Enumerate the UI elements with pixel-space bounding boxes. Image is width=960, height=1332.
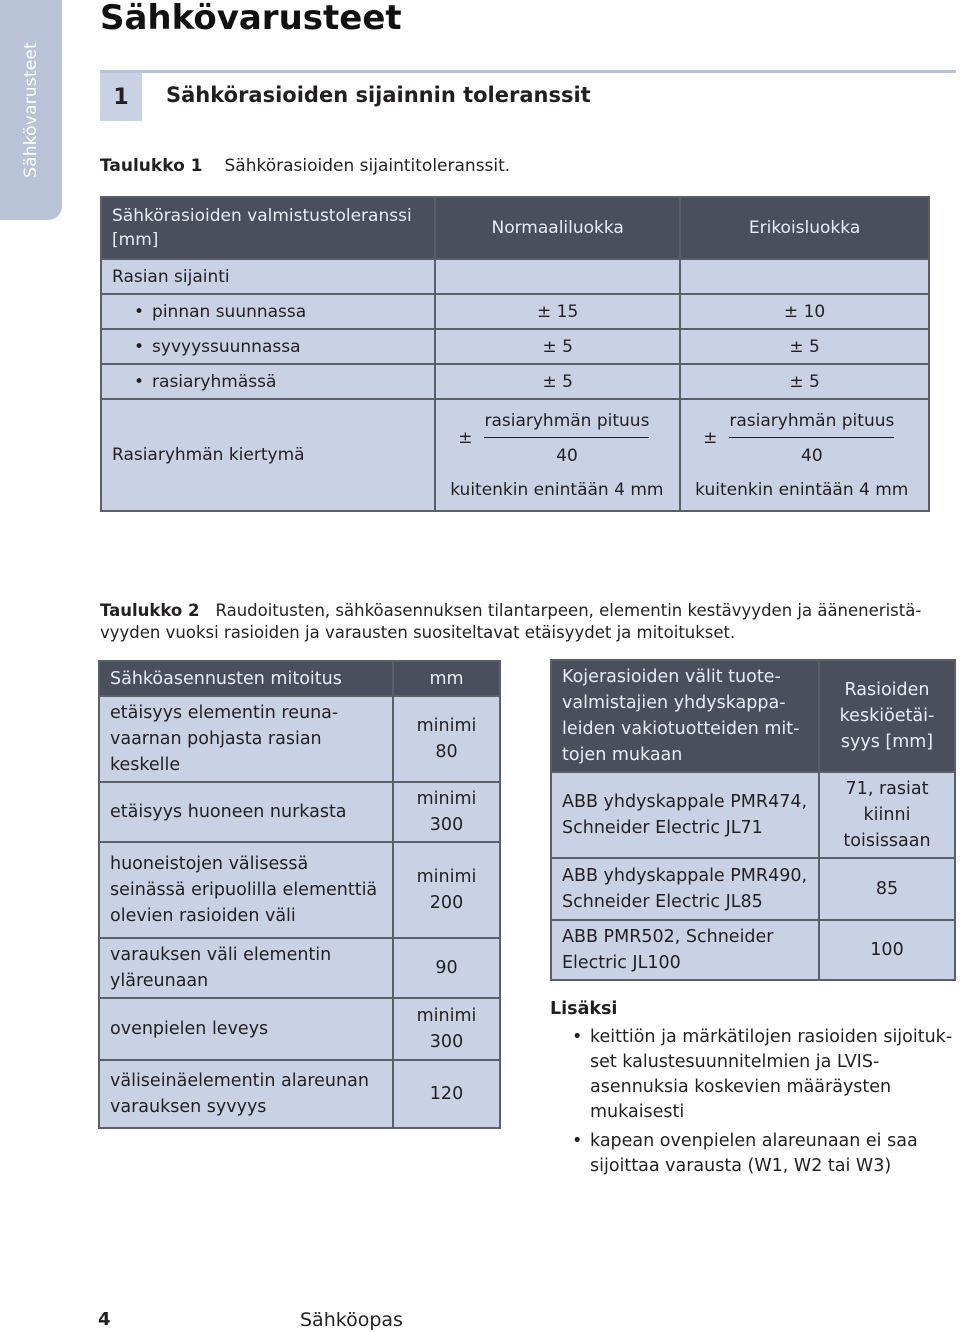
table2-caption-text: Raudoitusten, sähköasennuksen tilantarpeen, elementin kestävyyden ja ääneneristävyyden vuoksi rasioiden ja varausten suositeltavat etäisyydet ja mitoitukset. bbox=[100, 601, 922, 642]
side-tab-label: Sähkövarusteet bbox=[21, 42, 41, 178]
row-value: minimi 300 bbox=[393, 782, 500, 842]
cell-normal: ± 5 bbox=[435, 364, 680, 399]
row-label: varauksen väli elementin yläreunaan bbox=[99, 938, 393, 998]
fraction-denominator: 40 bbox=[556, 445, 578, 466]
table-row bbox=[99, 782, 500, 842]
tolerance-table bbox=[100, 196, 930, 512]
section-number: 1 bbox=[100, 73, 142, 121]
header-cell: Erikoisluokka bbox=[680, 197, 929, 259]
table-row bbox=[551, 920, 955, 980]
row-value: 71, rasiat kiinni toisissaan bbox=[819, 772, 955, 858]
table2-caption bbox=[100, 600, 950, 644]
table-row bbox=[101, 364, 929, 399]
cell-special: ± 5 bbox=[680, 329, 929, 364]
table-row bbox=[551, 858, 955, 920]
fraction-numerator: rasiaryhmän pituus bbox=[729, 411, 894, 438]
table-row bbox=[101, 259, 929, 294]
row-value: minimi 300 bbox=[393, 998, 500, 1060]
table-row bbox=[99, 842, 500, 938]
row-label: ABB yhdyskappale PMR474, Schneider Electric JL71 bbox=[551, 772, 819, 858]
additional-notes bbox=[550, 997, 955, 1183]
row-label: etäisyys huoneen nurkasta bbox=[99, 782, 393, 842]
row-value: 100 bbox=[819, 920, 955, 980]
row-label: ovenpielen leveys bbox=[99, 998, 393, 1060]
row-label: huoneistojen välisessä seinässä eripuolilla elementtiä olevien rasioiden väli bbox=[99, 842, 393, 938]
header-cell: Rasioiden keskiöetäisyys [mm] bbox=[819, 660, 955, 772]
fraction-numerator: rasiaryhmän pituus bbox=[484, 411, 649, 438]
row-value: 85 bbox=[819, 858, 955, 920]
header-cell: Sähköasennusten mitoitus bbox=[99, 661, 393, 696]
cell-special: ± 10 bbox=[680, 294, 929, 329]
row-label: • pinnan suunnassa bbox=[101, 294, 435, 329]
table1-caption bbox=[100, 156, 510, 176]
row-label: • rasiaryhmässä bbox=[101, 364, 435, 399]
header-cell: Kojerasioiden välit tuotevalmistajien yhdyskappaleiden vakiotuotteiden mittojen mukaan bbox=[551, 660, 819, 772]
row-value: 90 bbox=[393, 938, 500, 998]
table-row bbox=[101, 294, 929, 329]
row-value: 120 bbox=[393, 1060, 500, 1128]
table-header-row bbox=[99, 661, 500, 696]
page-number: 4 bbox=[98, 1309, 111, 1330]
cell-special: ± 5 bbox=[680, 364, 929, 399]
page-title: Sähkövarusteet bbox=[100, 0, 402, 38]
table-row bbox=[99, 938, 500, 998]
plus-minus: ± bbox=[458, 428, 473, 448]
table-row bbox=[101, 399, 929, 511]
row-label: • syvyyssuunnassa bbox=[101, 329, 435, 364]
table1-caption-text: Sähkörasioiden sijaintitoleranssit. bbox=[224, 156, 511, 176]
table-row bbox=[99, 998, 500, 1060]
row-label: Rasiaryhmän kiertymä bbox=[101, 399, 435, 511]
plus-minus: ± bbox=[703, 428, 718, 448]
section-title: Sähkörasioiden sijainnin toleranssit bbox=[166, 83, 591, 107]
rotation-formula-special bbox=[680, 399, 929, 511]
dimensioning-table bbox=[98, 660, 501, 1129]
header-cell: Normaaliluokka bbox=[435, 197, 680, 259]
table-header-row bbox=[101, 197, 929, 259]
table2-caption-label: Taulukko 2 bbox=[100, 601, 200, 620]
row-value: minimi 80 bbox=[393, 696, 500, 782]
notes-list bbox=[550, 1025, 955, 1179]
list-item: • keittiön ja märkätilojen rasioiden sijoitukset kalustesuunnitelmien ja LVIS-asennuksia koskevien määräysten mukaisesti bbox=[550, 1025, 955, 1125]
rotation-note: kuitenkin enintään 4 mm bbox=[450, 479, 664, 500]
row-label: ABB PMR502, Schneider Electric JL100 bbox=[551, 920, 819, 980]
junction-box-table bbox=[550, 659, 956, 981]
table-row bbox=[101, 329, 929, 364]
table-header-row bbox=[551, 660, 955, 772]
notes-title: Lisäksi bbox=[550, 999, 618, 1019]
cell-normal: ± 15 bbox=[435, 294, 680, 329]
section-divider bbox=[100, 70, 956, 73]
rotation-formula-normal bbox=[435, 399, 680, 511]
group-label: Rasian sijainti bbox=[101, 259, 435, 294]
table-row bbox=[99, 696, 500, 782]
side-tab bbox=[0, 0, 62, 220]
fraction-denominator: 40 bbox=[801, 445, 823, 466]
row-label: etäisyys elementin reunavaarnan pohjasta rasian keskelle bbox=[99, 696, 393, 782]
cell-normal: ± 5 bbox=[435, 329, 680, 364]
table-row bbox=[551, 772, 955, 858]
list-item: • kapean ovenpielen alareunaan ei saa sijoittaa varausta (W1, W2 tai W3) bbox=[550, 1129, 955, 1179]
row-label: ABB yhdyskappale PMR490, Schneider Electric JL85 bbox=[551, 858, 819, 920]
row-label: väliseinäelementin alareunan varauksen syvyys bbox=[99, 1060, 393, 1128]
header-cell: mm bbox=[393, 661, 500, 696]
row-value: minimi 200 bbox=[393, 842, 500, 938]
table-row bbox=[99, 1060, 500, 1128]
table1-caption-label: Taulukko 1 bbox=[100, 156, 203, 176]
rotation-note: kuitenkin enintään 4 mm bbox=[695, 479, 909, 500]
publication-name: Sähköopas bbox=[300, 1309, 403, 1331]
header-cell: Sähkörasioiden valmistustoleranssi [mm] bbox=[101, 197, 435, 259]
